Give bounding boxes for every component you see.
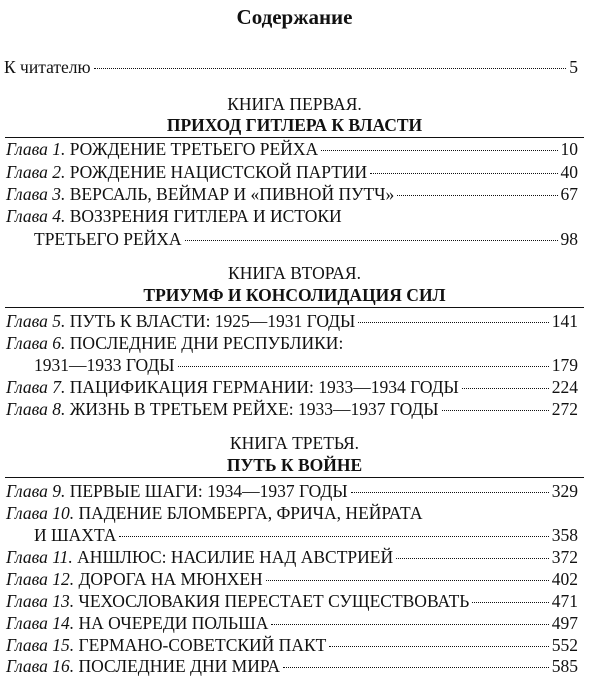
book-heading: КНИГА ПЕРВАЯ. bbox=[227, 94, 362, 114]
toc-entry-label bbox=[6, 376, 459, 398]
toc-entry-chapter-1[interactable] bbox=[6, 138, 578, 160]
book-heading: КНИГА ВТОРАЯ. bbox=[228, 263, 361, 283]
dot-leader bbox=[94, 63, 567, 69]
toc-entry-label bbox=[6, 161, 367, 183]
toc-page-number: 402 bbox=[551, 569, 578, 589]
toc-entry-chapter-10[interactable] bbox=[6, 502, 578, 524]
dot-leader bbox=[442, 405, 549, 411]
toc-entry-label bbox=[6, 480, 348, 502]
section-rule bbox=[5, 477, 584, 478]
book-title: ПРИХОД ГИТЛЕРА К ВЛАСТИ bbox=[166, 115, 423, 135]
toc-entry-chapter-15[interactable] bbox=[6, 634, 578, 656]
toc-page-number: 10 bbox=[560, 139, 578, 159]
chapter-title: АНШЛЮС: НАСИЛИЕ НАД АВСТРИЕЙ bbox=[77, 547, 394, 567]
dot-leader bbox=[271, 619, 548, 625]
chapter-prefix: Глава 9. bbox=[6, 481, 66, 501]
toc-entry-chapter-13[interactable] bbox=[6, 590, 578, 612]
toc-entry-label bbox=[6, 332, 343, 354]
toc-entry-chapter-6[interactable] bbox=[6, 332, 578, 354]
dot-leader bbox=[178, 361, 549, 367]
toc-entry-chapter-6-continued[interactable] bbox=[34, 354, 578, 376]
dot-leader bbox=[329, 641, 548, 647]
chapter-title: ГЕРМАНО-СОВЕТСКИЙ ПАКТ bbox=[78, 635, 327, 655]
section-rule bbox=[5, 307, 584, 308]
chapter-title-continued: 1931—1933 ГОДЫ bbox=[34, 355, 175, 375]
toc-entry-chapter-10-continued[interactable] bbox=[34, 524, 578, 546]
toc-entry-label bbox=[6, 183, 394, 205]
dot-leader bbox=[358, 317, 548, 323]
dot-leader bbox=[321, 145, 557, 151]
chapter-prefix: Глава 10. bbox=[6, 503, 75, 523]
toc-page-number: 329 bbox=[551, 481, 578, 501]
toc-entry-label bbox=[6, 138, 318, 160]
book-heading: КНИГА ТРЕТЬЯ. bbox=[229, 433, 360, 453]
toc-page-number: 224 bbox=[551, 377, 578, 397]
dot-leader bbox=[351, 487, 549, 493]
toc-entry-chapter-4[interactable] bbox=[6, 205, 578, 227]
page-title: Содержание bbox=[236, 5, 353, 29]
toc-page-number: 358 bbox=[551, 525, 578, 545]
toc-entry-chapter-11[interactable] bbox=[6, 546, 578, 568]
chapter-title: ЧЕХОСЛОВАКИЯ ПЕРЕСТАЕТ СУЩЕСТВОВАТЬ bbox=[78, 591, 470, 611]
toc-entry-label bbox=[6, 502, 422, 524]
dot-leader bbox=[396, 553, 549, 559]
chapter-prefix: Глава 11. bbox=[6, 547, 73, 567]
chapter-prefix: Глава 3. bbox=[6, 184, 66, 204]
toc-page-number: 141 bbox=[551, 311, 578, 331]
toc-entry-chapter-14[interactable] bbox=[6, 612, 578, 634]
chapter-title: ВОЗЗРЕНИЯ ГИТЛЕРА И ИСТОКИ bbox=[69, 206, 342, 226]
chapter-title: ПЕРВЫЕ ШАГИ: 1934—1937 ГОДЫ bbox=[69, 481, 348, 501]
toc-entry-chapter-9[interactable] bbox=[6, 480, 578, 502]
chapter-title: ПУТЬ К ВЛАСТИ: 1925—1931 ГОДЫ bbox=[69, 311, 356, 331]
dot-leader bbox=[185, 235, 558, 241]
toc-entry-label bbox=[6, 310, 355, 332]
toc-page-number: 179 bbox=[551, 355, 578, 375]
chapter-prefix: Глава 16. bbox=[6, 656, 75, 676]
chapter-prefix: Глава 5. bbox=[6, 311, 66, 331]
toc-page-number: 67 bbox=[560, 184, 578, 204]
toc-page-number: 372 bbox=[551, 547, 578, 567]
toc-page-number: 585 bbox=[551, 656, 578, 676]
toc-entry-chapter-2[interactable] bbox=[6, 161, 578, 183]
dot-leader bbox=[472, 597, 548, 603]
toc-entry-label bbox=[6, 398, 439, 420]
toc-entry-label bbox=[6, 612, 268, 634]
chapter-prefix: Глава 6. bbox=[6, 333, 66, 353]
chapter-prefix: Глава 15. bbox=[6, 635, 75, 655]
toc-entry-chapter-4-continued[interactable] bbox=[34, 228, 578, 250]
dot-leader bbox=[119, 531, 548, 537]
book-title: ПУТЬ К ВОЙНЕ bbox=[226, 455, 363, 475]
toc-page-number: 98 bbox=[560, 229, 578, 249]
toc-entry-chapter-7[interactable] bbox=[6, 376, 578, 398]
book-title: ТРИУМФ И КОНСОЛИДАЦИЯ СИЛ bbox=[143, 285, 446, 305]
chapter-title-continued: И ШАХТА bbox=[34, 525, 117, 545]
chapter-title: НА ОЧЕРЕДИ ПОЛЬША bbox=[78, 613, 269, 633]
toc-page-number: 272 bbox=[551, 399, 578, 419]
toc-entry-label bbox=[6, 568, 263, 590]
toc-entry-label bbox=[6, 634, 326, 656]
toc-entry-label bbox=[6, 205, 342, 227]
chapter-prefix: Глава 1. bbox=[6, 139, 66, 159]
dot-leader bbox=[266, 575, 549, 581]
chapter-title-continued: ТРЕТЬЕГО РЕЙХА bbox=[34, 229, 182, 249]
chapter-prefix: Глава 13. bbox=[6, 591, 75, 611]
toc-page-number: 471 bbox=[551, 591, 578, 611]
toc-entry-label bbox=[6, 590, 469, 612]
dot-leader bbox=[462, 383, 549, 389]
chapter-title: ПОСЛЕДНИЕ ДНИ РЕСПУБЛИКИ: bbox=[69, 333, 344, 353]
toc-page-number: 5 bbox=[569, 57, 578, 77]
chapter-title: ПАЦИФИКАЦИЯ ГЕРМАНИИ: 1933—1934 ГОДЫ bbox=[69, 377, 459, 397]
chapter-prefix: Глава 7. bbox=[6, 377, 66, 397]
chapter-prefix: Глава 12. bbox=[6, 569, 75, 589]
toc-page-number: 497 bbox=[551, 613, 578, 633]
dot-leader bbox=[283, 662, 549, 668]
toc-page-number: 552 bbox=[551, 635, 578, 655]
chapter-title: ДОРОГА НА МЮНХЕН bbox=[78, 569, 263, 589]
toc-entry-label bbox=[6, 655, 280, 677]
chapter-title: ПАДЕНИЕ БЛОМБЕРГА, ФРИЧА, НЕЙРАТА bbox=[78, 503, 423, 523]
toc-page-number: 40 bbox=[560, 162, 578, 182]
toc-entry-label bbox=[6, 546, 393, 568]
chapter-title: ВЕРСАЛЬ, ВЕЙМАР И «ПИВНОЙ ПУТЧ» bbox=[69, 184, 395, 204]
chapter-prefix: Глава 8. bbox=[6, 399, 66, 419]
chapter-prefix: Глава 2. bbox=[6, 162, 66, 182]
toc-entry-chapter-16[interactable] bbox=[6, 655, 578, 677]
chapter-title: РОЖДЕНИЕ ТРЕТЬЕГО РЕЙХА bbox=[69, 139, 319, 159]
toc-entry-chapter-12[interactable] bbox=[6, 568, 578, 590]
toc-entry-chapter-8[interactable] bbox=[6, 398, 578, 420]
dot-leader bbox=[370, 168, 557, 174]
toc-entry-chapter-5[interactable] bbox=[6, 310, 578, 332]
chapter-title: РОЖДЕНИЕ НАЦИСТСКОЙ ПАРТИИ bbox=[69, 162, 368, 182]
dot-leader bbox=[397, 190, 557, 196]
toc-entry-intro[interactable] bbox=[4, 56, 578, 78]
chapter-title: ПОСЛЕДНИЕ ДНИ МИРА bbox=[78, 656, 280, 676]
toc-entry-label: К читателю bbox=[4, 57, 91, 77]
toc-entry-chapter-3[interactable] bbox=[6, 183, 578, 205]
chapter-prefix: Глава 14. bbox=[6, 613, 75, 633]
chapter-title: ЖИЗНЬ В ТРЕТЬЕМ РЕЙХЕ: 1933—1937 ГОДЫ bbox=[69, 399, 439, 419]
chapter-prefix: Глава 4. bbox=[6, 206, 66, 226]
